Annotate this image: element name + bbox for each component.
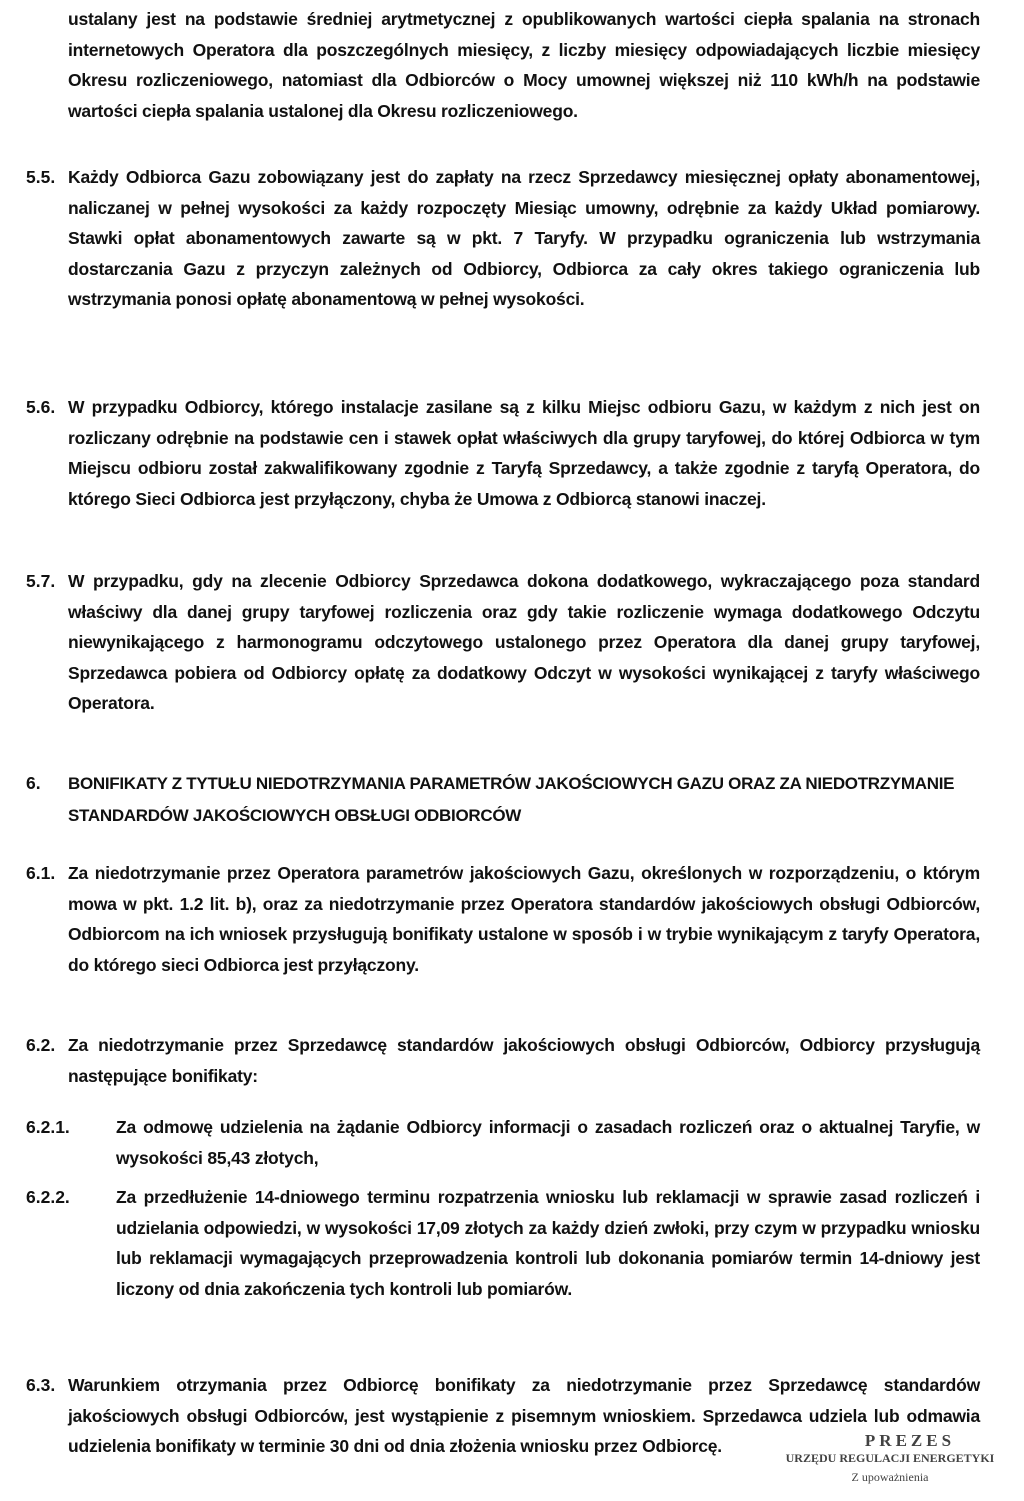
section-number-5-7: 5.7. [26,571,56,591]
section-number-5-6: 5.6. [26,397,56,417]
section-6-3-paragraph: Warunkiem otrzymania przez Odbiorcę bonifikaty za niedotrzymanie przez Sprzedawcę standardów jakościowych obsługi Odbiorców, jest wystąpienie z pisemnym wnioskiem. Sprzedawca udziela lub odmawia udzielenia bonifikaty w terminie 30 dni od dnia złożenia wniosku przez Odbiorcę. [68,1375,980,1456]
section-5-5-paragraph: Każdy Odbiorca Gazu zobowiązany jest do zapłaty na rzecz Sprzedawcy miesięcznej opłaty abonamentowej, naliczanej w pełnej wysokości za każdy rozpoczęty Miesiąc umowny, odrębnie za każdy Układ pomiarowy. Stawki opłat abonamentowych zawarte są w pkt. 7 Taryfy. W przypadku ograniczenia lub wstrzymania dostarczania Gazu z przyczyn zależnych od Odbiorcy, Odbiorca za cały okres takiego ograniczenia lub wstrzymania ponosi opłatę abonamentową w pełnej wysokości. [68,167,980,309]
stamp-line-authorization: Z upoważnienia [851,1470,929,1484]
stamp-line-office: URZĘDU REGULACJI ENERGETYKI [785,1451,995,1465]
authority-stamp [785,1431,1020,1488]
section-number-5-5: 5.5. [26,167,56,187]
section-6-2-paragraph: Za niedotrzymanie przez Sprzedawcę standardów jakościowych obsługi Odbiorców, Odbiorcy przysługują następujące bonifikaty: [68,1035,980,1086]
stamp-line-prezes: PREZES [864,1431,956,1450]
section-number-6-2: 6.2. [26,1035,56,1055]
section-6-2-1-paragraph: Za odmowę udzielenia na żądanie Odbiorcy informacji o zasadach rozliczeń oraz o aktualnej Taryfie, w wysokości 85,43 złotych, [116,1117,980,1168]
section-6-heading: BONIFIKATY Z TYTUŁU NIEDOTRZYMANIA PARAMETRÓW JAKOŚCIOWYCH GAZU ORAZ ZA NIEDOTRZYMANIE STANDARDÓW JAKOŚCIOWYCH OBSŁUGI ODBIORCÓW [68,774,955,825]
section-6-2-2-paragraph: Za przedłużenie 14-dniowego terminu rozpatrzenia wniosku lub reklamacji w sprawie zasad rozliczeń i udzielania odpowiedzi, w wysokości 17,09 złotych za każdy dzień zwłoki, przy czym w przypadku wniosku lub reklamacji wymagających przeprowadzenia kontroli lub dokonania pomiarów termin 14-dniowy jest liczony od dnia zakończenia tych kontroli lub pomiarów. [116,1187,980,1299]
section-number-6-2-2: 6.2.2. [26,1187,70,1207]
section-number-6-1: 6.1. [26,863,56,883]
intro-paragraph: ustalany jest na podstawie średniej arytmetycznej z opublikowanych wartości ciepła spalania na stronach internetowych Operatora dla poszczególnych miesięcy, z liczby miesięcy odpowiadających liczbie miesięcy Okresu rozliczeniowego, natomiast dla Odbiorców o Mocy umownej większej niż 110 kWh/h na podstawie wartości ciepła spalania ustalonej dla Okresu rozliczeniowego. [68,9,980,121]
section-number-6-2-1: 6.2.1. [26,1117,70,1137]
section-number-6: 6. [26,773,41,793]
section-6-1-paragraph: Za niedotrzymanie przez Operatora parametrów jakościowych Gazu, określonych w rozporządzeniu, o którym mowa w pkt. 1.2 lit. b), oraz za niedotrzymanie przez Operatora standardów jakościowych obsługi Odbiorców, Odbiorcom na ich wniosek przysługują bonifikaty ustalone w sposób i w trybie wynikającym z taryfy Operatora, do którego sieci Odbiorca jest przyłączony. [68,863,980,975]
section-number-6-3: 6.3. [26,1375,56,1395]
section-5-6-paragraph: W przypadku Odbiorcy, którego instalacje zasilane są z kilku Miejsc odbioru Gazu, w każdym z nich jest on rozliczany odrębnie na podstawie cen i stawek opłat właściwych dla grupy taryfowej, do której Odbiorca w tym Miejscu odbioru został zakwalifikowany zgodnie z Taryfą Sprzedawcy, a także zgodnie z taryfą Operatora, do którego Sieci Odbiorca jest przyłączony, chyba że Umowa z Odbiorcą stanowi inaczej. [68,397,980,509]
section-5-7-paragraph: W przypadku, gdy na zlecenie Odbiorcy Sprzedawca dokona dodatkowego, wykraczającego poza standard właściwy dla danej grupy taryfowej rozliczenia oraz gdy takie rozliczenie wymaga dodatkowego Odczytu niewynikającego z harmonogramu odczytowego ustalonego przez Operatora dla danej grupy taryfowej, Sprzedawca pobiera od Odbiorcy opłatę za dodatkowy Odczyt w wysokości wynikającej z taryfy właściwego Operatora. [68,571,980,713]
